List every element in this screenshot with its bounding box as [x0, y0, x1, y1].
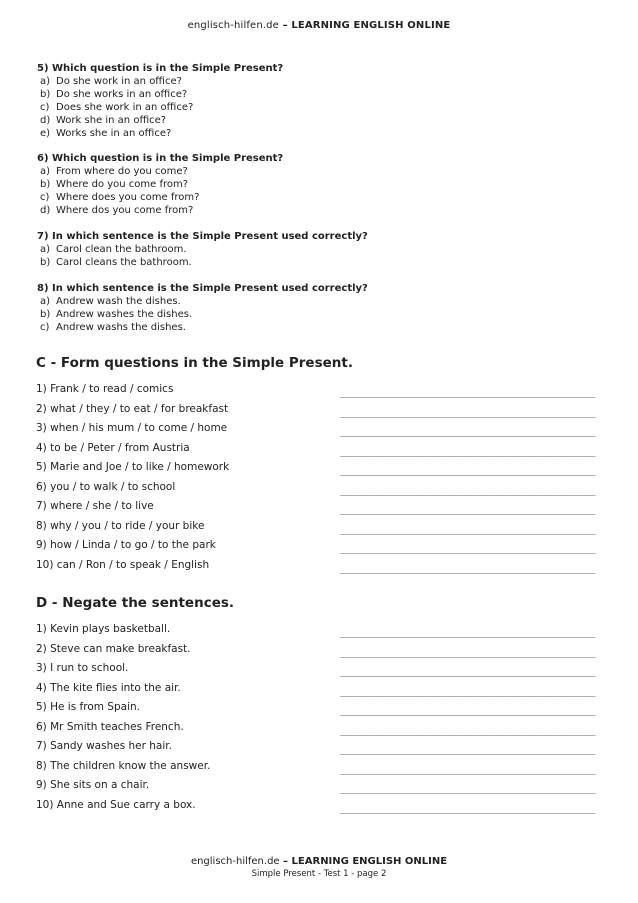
option-letter: b): [40, 89, 51, 100]
question-block: [36, 152, 596, 217]
answer-line[interactable]: _______________________________________________: [340, 562, 595, 574]
task-row: [36, 442, 602, 462]
answer-line[interactable]: _______________________________________________: [340, 705, 595, 716]
answer-line[interactable]: _______________________________________________: [340, 666, 595, 677]
option-letter: b): [40, 179, 51, 190]
option-text: Where do you come from?: [56, 179, 189, 190]
section-d-tasks: [36, 623, 602, 818]
answer-line[interactable]: _______________________________________________: [340, 724, 595, 736]
task-prompt: 8) why / you / to ride / your bike: [36, 519, 205, 532]
task-prompt: 4) The kite flies into the air.: [36, 681, 181, 694]
answer-line[interactable]: _______________________________________________: [340, 484, 595, 496]
answer-line[interactable]: _______________________________________________: [340, 685, 595, 697]
option-text: Andrew washes the dishes.: [56, 309, 193, 320]
answer-option: [36, 204, 596, 217]
task-prompt: 1) Kevin plays basketball.: [36, 623, 171, 635]
question-block: [36, 282, 596, 334]
task-prompt: 9) how / Linda / to go / to the park: [36, 539, 216, 551]
header-subtitle: LEARNING ENGLISH ONLINE: [291, 20, 451, 31]
task-row: [36, 662, 602, 682]
answer-option: [36, 114, 596, 127]
task-prompt: 5) He is from Spain.: [36, 701, 140, 713]
option-letter: c): [40, 322, 50, 333]
option-letter: b): [40, 309, 51, 320]
page-footer: [0, 856, 638, 879]
question-text: 7) In which sentence is the Simple Present used correctly?: [37, 231, 368, 242]
task-prompt: 5) Marie and Joe / to like / homework: [36, 461, 230, 473]
footer-separator: –: [279, 856, 292, 867]
option-letter: b): [40, 257, 51, 268]
answer-line[interactable]: _______________________________________________: [340, 445, 595, 457]
task-row: [36, 500, 602, 520]
option-text: Where does you come from?: [56, 192, 200, 203]
task-prompt: 7) Sandy washes her hair.: [36, 740, 172, 752]
answer-line[interactable]: _______________________________________________: [340, 646, 595, 658]
task-row: [36, 383, 602, 403]
task-prompt: 4) to be / Peter / from Austria: [36, 441, 190, 454]
task-row: [36, 559, 602, 579]
header-site: englisch-hilfen.de: [187, 20, 279, 31]
task-row: [36, 682, 602, 702]
answer-option: [36, 243, 596, 256]
task-prompt: 10) Anne and Sue carry a box.: [36, 798, 196, 811]
task-row: [36, 520, 602, 540]
task-prompt: 7) where / she / to live: [36, 500, 154, 512]
option-text: Carol clean the bathroom.: [56, 244, 187, 255]
question-block: [36, 230, 596, 269]
option-text: Andrew washs the dishes.: [56, 322, 186, 333]
option-letter: c): [40, 102, 50, 113]
answer-line[interactable]: _______________________________________________: [340, 465, 595, 476]
footer-page-label: Simple Present - Test 1 - page 2: [251, 869, 387, 879]
answer-line[interactable]: _______________________________________________: [340, 426, 595, 437]
footer-subtitle: LEARNING ENGLISH ONLINE: [291, 856, 448, 867]
question-text: 6) Which question is in the Simple Present?: [37, 153, 284, 164]
task-prompt: 3) I run to school.: [36, 662, 129, 674]
answer-option: [36, 295, 596, 308]
answer-line[interactable]: _______________________________________________: [340, 504, 595, 515]
option-text: Works she in an office?: [56, 128, 172, 139]
task-row: [36, 740, 602, 760]
answer-line[interactable]: _______________________________________________: [340, 543, 595, 554]
section-c-tasks: [36, 383, 602, 578]
option-text: Do she works in an office?: [56, 89, 188, 100]
option-text: Where dos you come from?: [56, 205, 194, 216]
task-row: [36, 721, 602, 741]
answer-line[interactable]: _______________________________________________: [340, 744, 595, 755]
answer-line[interactable]: _______________________________________________: [340, 627, 595, 638]
task-prompt: 6) Mr Smith teaches French.: [36, 720, 184, 733]
option-text: Does she work in an office?: [56, 102, 194, 113]
task-row: [36, 701, 602, 721]
task-prompt: 1) Frank / to read / comics: [36, 383, 174, 395]
answer-line[interactable]: _______________________________________________: [340, 523, 595, 535]
option-letter: a): [40, 296, 51, 307]
answer-option: [36, 191, 596, 204]
section-c-title: C - Form questions in the Simple Present.: [36, 355, 353, 371]
answer-line[interactable]: _______________________________________________: [340, 763, 595, 775]
task-row: [36, 799, 602, 819]
task-row: [36, 481, 602, 501]
task-prompt: 10) can / Ron / to speak / English: [36, 558, 210, 571]
task-prompt: 9) She sits on a chair.: [36, 779, 150, 791]
answer-option: [36, 88, 596, 101]
question-block: [36, 62, 596, 140]
answer-option: [36, 321, 596, 334]
task-prompt: 3) when / his mum / to come / home: [36, 422, 228, 434]
answer-line[interactable]: _______________________________________________: [340, 406, 595, 418]
option-letter: e): [40, 128, 51, 139]
header-separator: –: [278, 20, 292, 31]
option-letter: a): [40, 244, 51, 255]
task-row: [36, 779, 602, 799]
option-text: Andrew wash the dishes.: [56, 296, 181, 307]
answer-option: [36, 308, 596, 321]
answer-option: [36, 75, 596, 88]
task-prompt: 8) The children know the answer.: [36, 759, 211, 772]
option-text: From where do you come?: [56, 166, 188, 177]
section-d-title: D - Negate the sentences.: [36, 595, 235, 611]
task-row: [36, 760, 602, 780]
answer-option: [36, 101, 596, 114]
answer-line[interactable]: _______________________________________________: [340, 783, 595, 794]
answer-option: [36, 127, 596, 140]
answer-line[interactable]: _______________________________________________: [340, 387, 595, 398]
footer-site: englisch-hilfen.de: [190, 856, 280, 867]
option-letter: a): [40, 166, 51, 177]
option-text: Do she work in an office?: [56, 76, 182, 87]
question-text: 5) Which question is in the Simple Present?: [37, 63, 284, 74]
question-text: 8) In which sentence is the Simple Present used correctly?: [37, 283, 368, 294]
option-letter: d): [40, 115, 51, 126]
option-text: Carol cleans the bathroom.: [56, 257, 192, 268]
task-row: [36, 461, 602, 481]
task-row: [36, 539, 602, 559]
option-letter: c): [40, 192, 50, 203]
answer-option: [36, 256, 596, 269]
task-row: [36, 422, 602, 442]
task-row: [36, 623, 602, 643]
answer-option: [36, 178, 596, 191]
task-prompt: 6) you / to walk / to school: [36, 480, 176, 493]
task-row: [36, 643, 602, 663]
option-letter: d): [40, 205, 51, 216]
option-text: Work she in an office?: [56, 115, 167, 126]
answer-line[interactable]: _______________________________________________: [340, 802, 595, 814]
page-header: [0, 20, 638, 31]
answer-option: [36, 165, 596, 178]
task-prompt: 2) what / they / to eat / for breakfast: [36, 402, 229, 415]
task-prompt: 2) Steve can make breakfast.: [36, 642, 191, 655]
task-row: [36, 403, 602, 423]
option-letter: a): [40, 76, 51, 87]
